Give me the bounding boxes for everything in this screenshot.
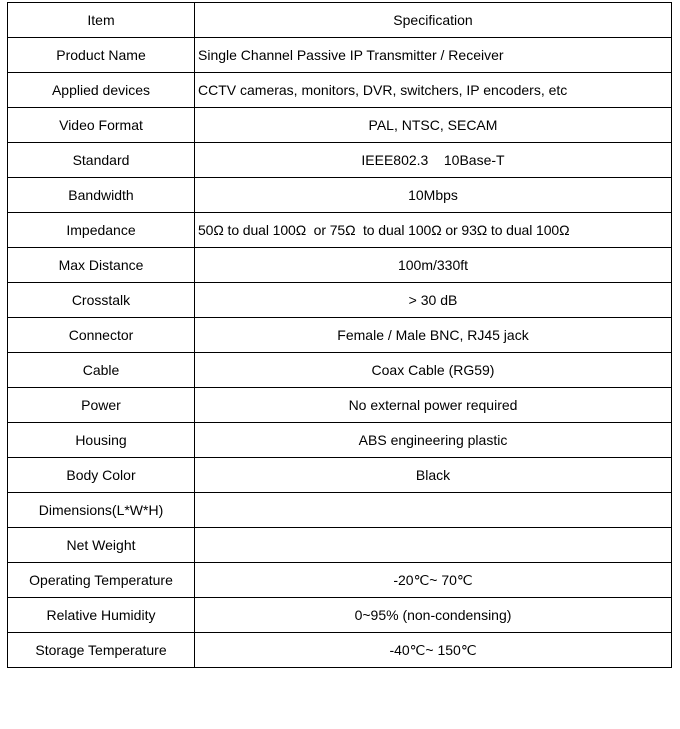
row-item: Max Distance xyxy=(8,248,195,283)
table-row xyxy=(8,563,672,598)
table-row xyxy=(8,423,672,458)
row-item: Connector xyxy=(8,318,195,353)
row-item: Net Weight xyxy=(8,528,195,563)
row-spec: 50Ω to dual 100Ω or 75Ω to dual 100Ω or 93Ω to dual 100Ω xyxy=(195,213,672,248)
specification-table xyxy=(7,2,672,668)
row-item: Cable xyxy=(8,353,195,388)
row-spec xyxy=(195,528,672,563)
row-spec: Coax Cable (RG59) xyxy=(195,353,672,388)
table-row xyxy=(8,73,672,108)
row-spec: 100m/330ft xyxy=(195,248,672,283)
row-item: Power xyxy=(8,388,195,423)
row-item: Operating Temperature xyxy=(8,563,195,598)
table-row xyxy=(8,353,672,388)
table-row xyxy=(8,528,672,563)
table-row xyxy=(8,213,672,248)
header-specification: Specification xyxy=(195,3,672,38)
table-row xyxy=(8,108,672,143)
table-row xyxy=(8,283,672,318)
row-item: Storage Temperature xyxy=(8,633,195,668)
row-spec: PAL, NTSC, SECAM xyxy=(195,108,672,143)
table-row xyxy=(8,318,672,353)
row-item: Bandwidth xyxy=(8,178,195,213)
row-spec: IEEE802.3 10Base-T xyxy=(195,143,672,178)
row-spec xyxy=(195,493,672,528)
row-item: Dimensions(L*W*H) xyxy=(8,493,195,528)
row-spec: ABS engineering plastic xyxy=(195,423,672,458)
table-row xyxy=(8,458,672,493)
table-row xyxy=(8,248,672,283)
row-item: Crosstalk xyxy=(8,283,195,318)
row-item: Standard xyxy=(8,143,195,178)
row-item: Housing xyxy=(8,423,195,458)
row-spec: 0~95% (non-condensing) xyxy=(195,598,672,633)
row-spec: > 30 dB xyxy=(195,283,672,318)
row-item: Applied devices xyxy=(8,73,195,108)
row-item: Video Format xyxy=(8,108,195,143)
row-item: Product Name xyxy=(8,38,195,73)
table-row xyxy=(8,388,672,423)
row-spec: 10Mbps xyxy=(195,178,672,213)
table-row xyxy=(8,38,672,73)
row-item: Body Color xyxy=(8,458,195,493)
table-row xyxy=(8,178,672,213)
table-header-row xyxy=(8,3,672,38)
table-row xyxy=(8,598,672,633)
row-spec: CCTV cameras, monitors, DVR, switchers, IP encoders, etc xyxy=(195,73,672,108)
table-row xyxy=(8,493,672,528)
header-item: Item xyxy=(8,3,195,38)
table-row xyxy=(8,633,672,668)
row-spec: Female / Male BNC, RJ45 jack xyxy=(195,318,672,353)
row-item: Impedance xyxy=(8,213,195,248)
row-spec: Single Channel Passive IP Transmitter / Receiver xyxy=(195,38,672,73)
row-spec: Black xyxy=(195,458,672,493)
row-item: Relative Humidity xyxy=(8,598,195,633)
table-row xyxy=(8,143,672,178)
row-spec: -20℃~ 70℃ xyxy=(195,563,672,598)
row-spec: -40℃~ 150℃ xyxy=(195,633,672,668)
row-spec: No external power required xyxy=(195,388,672,423)
